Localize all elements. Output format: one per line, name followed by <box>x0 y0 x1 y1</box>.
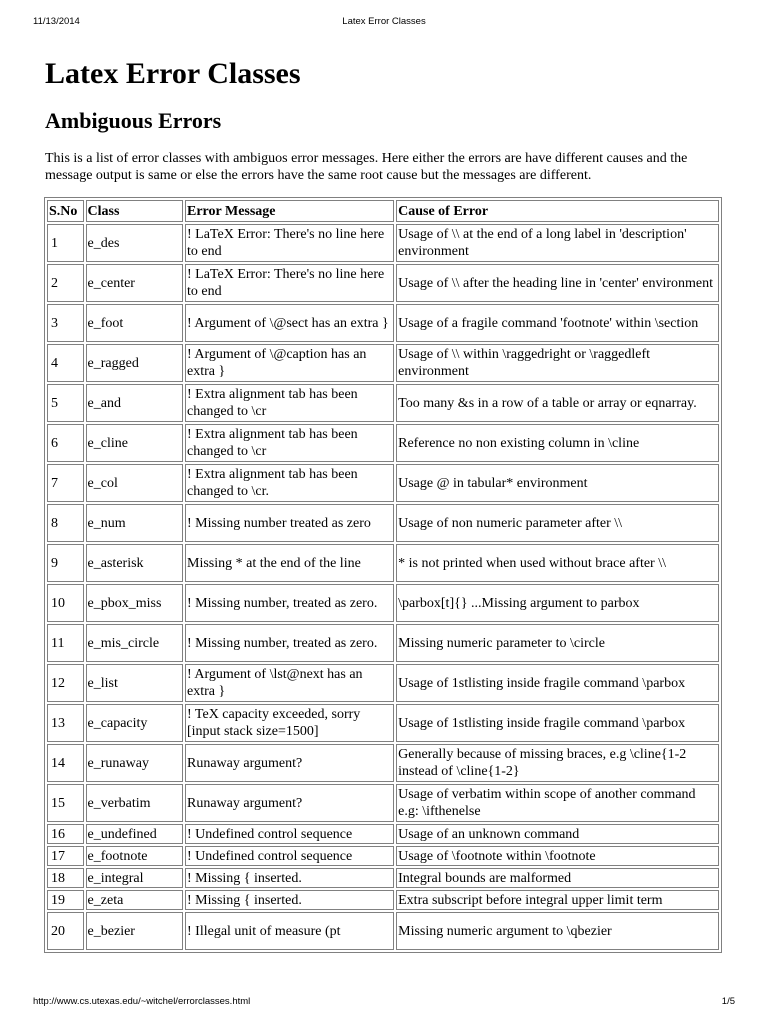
table-row <box>47 424 719 462</box>
cell-sno: 12 <box>47 664 84 702</box>
cell-sno: 6 <box>47 424 84 462</box>
table-row <box>47 344 719 382</box>
cell-message: ! Extra alignment tab has been changed to \cr. <box>185 464 394 502</box>
cell-cause: Usage of \\ within \raggedright or \raggedleft environment <box>396 344 719 382</box>
table-row <box>47 824 719 844</box>
cell-message: ! Extra alignment tab has been changed to \cr <box>185 384 394 422</box>
cell-cause: Usage of \footnote within \footnote <box>396 846 719 866</box>
table-row <box>47 624 719 662</box>
cell-sno: 5 <box>47 384 84 422</box>
table-row <box>47 544 719 582</box>
cell-class: e_and <box>86 384 183 422</box>
cell-class: e_ragged <box>86 344 183 382</box>
table-row <box>47 664 719 702</box>
cell-class: e_bezier <box>86 912 183 950</box>
cell-cause: Usage of non numeric parameter after \\ <box>396 504 719 542</box>
cell-sno: 19 <box>47 890 84 910</box>
cell-cause: Missing numeric parameter to \circle <box>396 624 719 662</box>
cell-message: Runaway argument? <box>185 784 394 822</box>
error-classes-table <box>44 197 722 953</box>
header-sno: S.No <box>47 200 84 222</box>
cell-cause: Usage of a fragile command 'footnote' within \section <box>396 304 719 342</box>
cell-cause: Usage of an unknown command <box>396 824 719 844</box>
cell-sno: 18 <box>47 868 84 888</box>
print-url: http://www.cs.utexas.edu/~witchel/errorclasses.html <box>33 996 251 1007</box>
cell-class: e_des <box>86 224 183 262</box>
cell-message: ! Argument of \@caption has an extra } <box>185 344 394 382</box>
cell-sno: 2 <box>47 264 84 302</box>
cell-class: e_runaway <box>86 744 183 782</box>
table-row <box>47 744 719 782</box>
cell-cause: Too many &s in a row of a table or array or eqnarray. <box>396 384 719 422</box>
cell-sno: 20 <box>47 912 84 950</box>
cell-cause: Usage of \\ after the heading line in 'center' environment <box>396 264 719 302</box>
print-date: 11/13/2014 <box>33 16 80 27</box>
cell-sno: 17 <box>47 846 84 866</box>
cell-class: e_integral <box>86 868 183 888</box>
cell-cause: Missing numeric argument to \qbezier <box>396 912 719 950</box>
cell-class: e_zeta <box>86 890 183 910</box>
cell-sno: 3 <box>47 304 84 342</box>
cell-sno: 4 <box>47 344 84 382</box>
cell-class: e_capacity <box>86 704 183 742</box>
cell-sno: 8 <box>47 504 84 542</box>
cell-message: ! Missing { inserted. <box>185 868 394 888</box>
cell-cause: Usage of 1stlisting inside fragile command \parbox <box>396 664 719 702</box>
header-error-message: Error Message <box>185 200 394 222</box>
cell-message: ! Missing number treated as zero <box>185 504 394 542</box>
cell-sno: 15 <box>47 784 84 822</box>
table-row <box>47 704 719 742</box>
table-row <box>47 890 719 910</box>
cell-cause: \parbox[t]{} ...Missing argument to parbox <box>396 584 719 622</box>
cell-cause: * is not printed when used without brace after \\ <box>396 544 719 582</box>
cell-message: ! Missing { inserted. <box>185 890 394 910</box>
page-number: 1/5 <box>721 996 735 1007</box>
cell-message: Missing * at the end of the line <box>185 544 394 582</box>
cell-sno: 10 <box>47 584 84 622</box>
cell-cause: Usage @ in tabular* environment <box>396 464 719 502</box>
cell-sno: 16 <box>47 824 84 844</box>
table-header-row <box>47 200 719 222</box>
table-row <box>47 584 719 622</box>
cell-sno: 9 <box>47 544 84 582</box>
page-content <box>45 52 725 953</box>
cell-class: e_pbox_miss <box>86 584 183 622</box>
table-row <box>47 912 719 950</box>
cell-class: e_col <box>86 464 183 502</box>
cell-class: e_cline <box>86 424 183 462</box>
cell-class: e_num <box>86 504 183 542</box>
intro-paragraph: This is a list of error classes with ambiguos error messages. Here either the errors are have different causes and the message output is same or else the errors have the same root cause but the messages are different. <box>45 151 688 183</box>
cell-class: e_foot <box>86 304 183 342</box>
cell-sno: 11 <box>47 624 84 662</box>
cell-message: ! Extra alignment tab has been changed to \cr <box>185 424 394 462</box>
table-row <box>47 868 719 888</box>
cell-class: e_undefined <box>86 824 183 844</box>
cell-sno: 13 <box>47 704 84 742</box>
cell-class: e_asterisk <box>86 544 183 582</box>
cell-cause: Generally because of missing braces, e.g \cline{1-2 instead of \cline{1-2} <box>396 744 719 782</box>
cell-message: ! LaTeX Error: There's no line here to end <box>185 224 394 262</box>
cell-sno: 14 <box>47 744 84 782</box>
cell-message: ! Missing number, treated as zero. <box>185 584 394 622</box>
cell-message: Runaway argument? <box>185 744 394 782</box>
cell-class: e_center <box>86 264 183 302</box>
print-title: Latex Error Classes <box>342 16 426 27</box>
cell-message: ! Argument of \lst@next has an extra } <box>185 664 394 702</box>
cell-sno: 1 <box>47 224 84 262</box>
cell-sno: 7 <box>47 464 84 502</box>
cell-class: e_verbatim <box>86 784 183 822</box>
print-footer <box>0 996 768 1010</box>
cell-message: ! TeX capacity exceeded, sorry [input stack size=1500] <box>185 704 394 742</box>
header-cause: Cause of Error <box>396 200 719 222</box>
page-title: Latex Error Classes <box>45 57 301 90</box>
table-row <box>47 264 719 302</box>
cell-message: ! LaTeX Error: There's no line here to end <box>185 264 394 302</box>
cell-cause: Usage of \\ at the end of a long label in 'description' environment <box>396 224 719 262</box>
table-row <box>47 464 719 502</box>
cell-message: ! Missing number, treated as zero. <box>185 624 394 662</box>
cell-class: e_mis_circle <box>86 624 183 662</box>
cell-message: ! Undefined control sequence <box>185 846 394 866</box>
table-row <box>47 384 719 422</box>
table-row <box>47 224 719 262</box>
cell-class: e_list <box>86 664 183 702</box>
cell-cause: Reference no non existing column in \cline <box>396 424 719 462</box>
cell-message: ! Undefined control sequence <box>185 824 394 844</box>
section-title: Ambiguous Errors <box>45 108 222 133</box>
cell-cause: Integral bounds are malformed <box>396 868 719 888</box>
table-row <box>47 304 719 342</box>
cell-cause: Extra subscript before integral upper limit term <box>396 890 719 910</box>
cell-message: ! Argument of \@sect has an extra } <box>185 304 394 342</box>
table-row <box>47 784 719 822</box>
table-row <box>47 504 719 542</box>
cell-cause: Usage of verbatim within scope of another command e.g: \ifthenelse <box>396 784 719 822</box>
print-header <box>0 16 768 30</box>
cell-cause: Usage of 1stlisting inside fragile command \parbox <box>396 704 719 742</box>
cell-message: ! Illegal unit of measure (pt <box>185 912 394 950</box>
cell-class: e_footnote <box>86 846 183 866</box>
table-row <box>47 846 719 866</box>
header-class: Class <box>86 200 183 222</box>
